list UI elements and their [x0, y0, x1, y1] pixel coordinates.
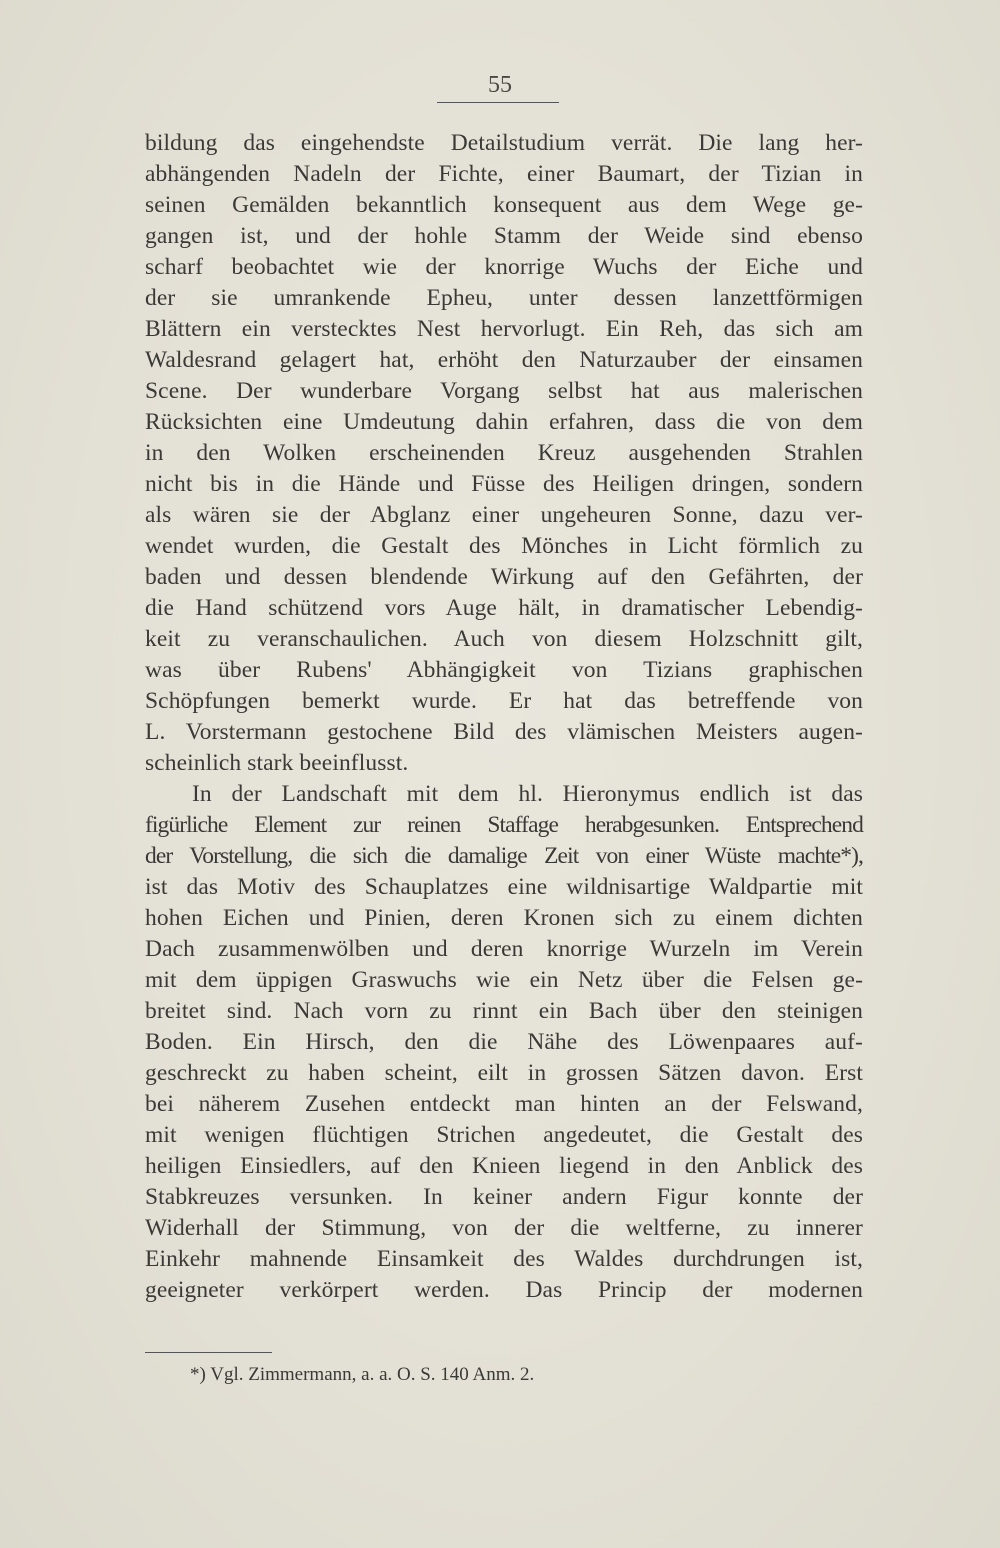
text-line: in den Wolken erscheinenden Kreuz ausgehenden Strahlen: [145, 440, 863, 466]
text-line: hohen Eichen und Pinien, deren Kronen sich zu einem dichten: [145, 905, 863, 931]
text-line: abhängenden Nadeln der Fichte, einer Baumart, der Tizian in: [145, 161, 863, 187]
text-line: baden und dessen blendende Wirkung auf den Gefährten, der: [145, 564, 863, 590]
text-line: heiligen Einsiedlers, auf den Knieen liegend in den Anblick des: [145, 1153, 863, 1179]
text-line: ist das Motiv des Schauplatzes eine wildnisartige Waldpartie mit: [145, 874, 863, 900]
text-line: In der Landschaft mit dem hl. Hieronymus endlich ist das: [192, 781, 863, 807]
text-line: geeigneter verkörpert werden. Das Princip der modernen: [145, 1277, 863, 1303]
text-line: Waldesrand gelagert hat, erhöht den Naturzauber der einsamen: [145, 347, 863, 373]
text-line: Dach zusammenwölben und deren knorrige Wurzeln im Verein: [145, 936, 863, 962]
page-number: 55: [488, 72, 512, 98]
text-line: wendet wurden, die Gestalt des Mönches in Licht förmlich zu: [145, 533, 863, 559]
text-line: mit dem üppigen Graswuchs wie ein Netz über die Felsen ge-: [145, 967, 863, 993]
text-line: geschreckt zu haben scheint, eilt in grossen Sätzen davon. Erst: [145, 1060, 863, 1086]
text-line: der Vorstellung, die sich die damalige Zeit von einer Wüste machte*),: [145, 843, 863, 869]
text-line: scheinlich stark beeinflusst.: [145, 750, 409, 776]
text-line: der sie umrankende Epheu, unter dessen lanzettförmigen: [145, 285, 863, 311]
text-line: figürliche Element zur reinen Staffage herabgesunken. Entsprechend: [145, 812, 863, 838]
text-line: Einkehr mahnende Einsamkeit des Waldes durchdrungen ist,: [145, 1246, 863, 1272]
text-line: scharf beobachtet wie der knorrige Wuchs der Eiche und: [145, 254, 863, 280]
footnote: *) Vgl. Zimmermann, a. a. O. S. 140 Anm. 2.: [190, 1364, 535, 1385]
text-line: Boden. Ein Hirsch, den die Nähe des Löwenpaares auf-: [145, 1029, 863, 1055]
text-line: bei näherem Zusehen entdeckt man hinten an der Felswand,: [145, 1091, 863, 1117]
text-line: breitet sind. Nach vorn zu rinnt ein Bach über den steinigen: [145, 998, 863, 1024]
text-line: Blättern ein verstecktes Nest hervorlugt. Ein Reh, das sich am: [145, 316, 863, 342]
footnote-rule: [145, 1352, 272, 1353]
text-line: was über Rubens' Abhängigkeit von Tizians graphischen: [145, 657, 863, 683]
text-line: L. Vorstermann gestochene Bild des vlämischen Meisters augen-: [145, 719, 863, 745]
text-line: mit wenigen flüchtigen Strichen angedeutet, die Gestalt des: [145, 1122, 863, 1148]
text-line: Stabkreuzes versunken. In keiner andern Figur konnte der: [145, 1184, 863, 1210]
text-line: Rücksichten eine Umdeutung dahin erfahren, dass die von dem: [145, 409, 863, 435]
header-rule: [437, 102, 559, 103]
text-line: bildung das eingehendste Detailstudium verrät. Die lang her-: [145, 130, 863, 156]
text-line: die Hand schützend vors Auge hält, in dramatischer Lebendig-: [145, 595, 863, 621]
text-line: als wären sie der Abglanz einer ungeheuren Sonne, dazu ver-: [145, 502, 863, 528]
text-line: Schöpfungen bemerkt wurde. Er hat das betreffende von: [145, 688, 863, 714]
text-line: gangen ist, und der hohle Stamm der Weide sind ebenso: [145, 223, 863, 249]
text-line: seinen Gemälden bekanntlich konsequent aus dem Wege ge-: [145, 192, 863, 218]
text-line: Widerhall der Stimmung, von der die weltferne, zu innerer: [145, 1215, 863, 1241]
body-text: [145, 128, 863, 1306]
text-line: nicht bis in die Hände und Füsse des Heiligen dringen, sondern: [145, 471, 863, 497]
text-line: Scene. Der wunderbare Vorgang selbst hat aus malerischen: [145, 378, 863, 404]
text-line: keit zu veranschaulichen. Auch von diesem Holzschnitt gilt,: [145, 626, 863, 652]
